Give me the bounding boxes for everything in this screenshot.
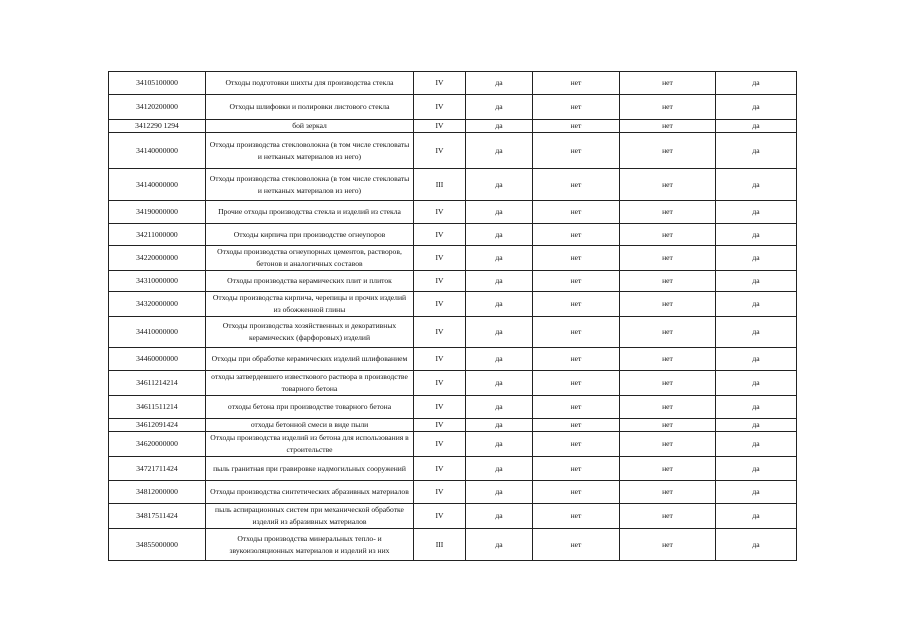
column-a-cell: да (466, 317, 533, 348)
column-d-cell: да (716, 201, 797, 224)
column-c-cell: нет (620, 224, 716, 246)
table-row (109, 271, 797, 292)
column-b-cell: нет (533, 271, 620, 292)
column-a-cell: да (466, 72, 533, 95)
waste-code-cell: 34105100000 (109, 72, 206, 95)
column-c-cell: нет (620, 481, 716, 504)
waste-code-cell: 34620000000 (109, 432, 206, 457)
hazard-class-cell: IV (414, 432, 466, 457)
column-c-cell: нет (620, 317, 716, 348)
waste-name-cell: Отходы шлифовки и полировки листового стекла (206, 95, 414, 120)
table-row (109, 317, 797, 348)
column-b-cell: нет (533, 457, 620, 481)
column-c-cell: нет (620, 396, 716, 419)
table-row (109, 457, 797, 481)
column-b-cell: нет (533, 169, 620, 201)
column-c-cell: нет (620, 271, 716, 292)
column-c-cell: нет (620, 371, 716, 396)
column-b-cell: нет (533, 504, 620, 529)
column-a-cell: да (466, 201, 533, 224)
column-d-cell: да (716, 133, 797, 169)
table-row (109, 201, 797, 224)
hazard-class-cell: III (414, 169, 466, 201)
hazard-class-cell: IV (414, 371, 466, 396)
column-c-cell: нет (620, 169, 716, 201)
table-row (109, 133, 797, 169)
waste-name-cell: Отходы производства синтетических абразивных материалов (206, 481, 414, 504)
table-row (109, 224, 797, 246)
table-row (109, 481, 797, 504)
column-a-cell: да (466, 133, 533, 169)
column-a-cell: да (466, 396, 533, 419)
column-b-cell: нет (533, 529, 620, 561)
waste-name-cell: Отходы подготовки шихты для производства стекла (206, 72, 414, 95)
column-c-cell: нет (620, 246, 716, 271)
table-row (109, 72, 797, 95)
waste-name-cell: Отходы производства минеральных тепло- и звукоизоляционных материалов и изделий из них (206, 529, 414, 561)
waste-name-cell: Прочие отходы производства стекла и изделий из стекла (206, 201, 414, 224)
column-d-cell: да (716, 529, 797, 561)
hazard-class-cell: IV (414, 292, 466, 317)
column-d-cell: да (716, 481, 797, 504)
column-a-cell: да (466, 419, 533, 432)
column-d-cell: да (716, 169, 797, 201)
waste-code-cell: 34721711424 (109, 457, 206, 481)
waste-name-cell: отходы бетонной смеси в виде пыли (206, 419, 414, 432)
column-c-cell: нет (620, 201, 716, 224)
waste-name-cell: пыль аспирационных систем при механической обработке изделий из абразивных материалов (206, 504, 414, 529)
table-row (109, 432, 797, 457)
column-b-cell: нет (533, 396, 620, 419)
table-row (109, 169, 797, 201)
column-b-cell: нет (533, 432, 620, 457)
column-c-cell: нет (620, 432, 716, 457)
table-row (109, 396, 797, 419)
hazard-class-cell: IV (414, 246, 466, 271)
waste-code-cell: 34140000000 (109, 133, 206, 169)
column-d-cell: да (716, 457, 797, 481)
column-d-cell: да (716, 292, 797, 317)
waste-code-cell: 34220000000 (109, 246, 206, 271)
waste-name-cell: отходы бетона при производстве товарного бетона (206, 396, 414, 419)
hazard-class-cell: IV (414, 348, 466, 371)
hazard-class-cell: III (414, 529, 466, 561)
table-row (109, 419, 797, 432)
waste-code-cell: 34410000000 (109, 317, 206, 348)
waste-name-cell: бой зеркал (206, 120, 414, 133)
table-row (109, 95, 797, 120)
column-c-cell: нет (620, 120, 716, 133)
table-body (109, 72, 797, 561)
column-a-cell: да (466, 224, 533, 246)
waste-code-cell: 34320000000 (109, 292, 206, 317)
column-a-cell: да (466, 457, 533, 481)
column-c-cell: нет (620, 348, 716, 371)
column-d-cell: да (716, 271, 797, 292)
waste-name-cell: Отходы при обработке керамических изделий шлифованием (206, 348, 414, 371)
waste-code-cell: 34612091424 (109, 419, 206, 432)
column-c-cell: нет (620, 419, 716, 432)
column-d-cell: да (716, 224, 797, 246)
waste-code-cell: 3412290 1294 (109, 120, 206, 133)
column-a-cell: да (466, 504, 533, 529)
column-c-cell: нет (620, 95, 716, 120)
column-a-cell: да (466, 481, 533, 504)
waste-code-cell: 34460000000 (109, 348, 206, 371)
hazard-class-cell: IV (414, 504, 466, 529)
waste-code-cell: 34211000000 (109, 224, 206, 246)
waste-code-cell: 34611511214 (109, 396, 206, 419)
table-row (109, 371, 797, 396)
hazard-class-cell: IV (414, 224, 466, 246)
column-d-cell: да (716, 72, 797, 95)
column-c-cell: нет (620, 457, 716, 481)
waste-name-cell: отходы затвердевшего известкового раствора в производстве товарного бетона (206, 371, 414, 396)
column-d-cell: да (716, 419, 797, 432)
column-d-cell: да (716, 348, 797, 371)
waste-name-cell: Отходы производства керамических плит и плиток (206, 271, 414, 292)
column-b-cell: нет (533, 224, 620, 246)
column-a-cell: да (466, 95, 533, 120)
waste-code-cell: 34812000000 (109, 481, 206, 504)
column-d-cell: да (716, 396, 797, 419)
column-a-cell: да (466, 120, 533, 133)
table-row (109, 120, 797, 133)
waste-code-cell: 34817511424 (109, 504, 206, 529)
table-row (109, 529, 797, 561)
column-b-cell: нет (533, 419, 620, 432)
hazard-class-cell: IV (414, 120, 466, 133)
table-row (109, 504, 797, 529)
column-a-cell: да (466, 169, 533, 201)
column-b-cell: нет (533, 120, 620, 133)
hazard-class-cell: IV (414, 133, 466, 169)
hazard-class-cell: IV (414, 95, 466, 120)
column-a-cell: да (466, 529, 533, 561)
column-a-cell: да (466, 246, 533, 271)
waste-name-cell: пыль гранитная при гравировке надмогильных сооружений (206, 457, 414, 481)
column-a-cell: да (466, 292, 533, 317)
column-b-cell: нет (533, 95, 620, 120)
waste-name-cell: Отходы производства изделий из бетона для использования в строительстве (206, 432, 414, 457)
column-a-cell: да (466, 271, 533, 292)
waste-code-cell: 34120200000 (109, 95, 206, 120)
column-d-cell: да (716, 120, 797, 133)
column-d-cell: да (716, 246, 797, 271)
hazard-class-cell: IV (414, 72, 466, 95)
column-a-cell: да (466, 371, 533, 396)
waste-code-cell: 34190000000 (109, 201, 206, 224)
hazard-class-cell: IV (414, 457, 466, 481)
column-a-cell: да (466, 348, 533, 371)
column-d-cell: да (716, 317, 797, 348)
column-b-cell: нет (533, 72, 620, 95)
column-d-cell: да (716, 504, 797, 529)
column-d-cell: да (716, 432, 797, 457)
column-b-cell: нет (533, 317, 620, 348)
column-a-cell: да (466, 432, 533, 457)
hazard-class-cell: IV (414, 317, 466, 348)
waste-code-cell: 34855000000 (109, 529, 206, 561)
hazard-class-cell: IV (414, 271, 466, 292)
waste-name-cell: Отходы производства стекловолокна (в том числе стекловаты и нетканых материалов из него) (206, 133, 414, 169)
column-b-cell: нет (533, 201, 620, 224)
hazard-class-cell: IV (414, 481, 466, 504)
column-b-cell: нет (533, 348, 620, 371)
table-row (109, 348, 797, 371)
waste-code-cell: 34611214214 (109, 371, 206, 396)
waste-code-cell: 34140000000 (109, 169, 206, 201)
waste-name-cell: Отходы производства хозяйственных и декоративных керамических (фарфоровых) изделий (206, 317, 414, 348)
column-c-cell: нет (620, 133, 716, 169)
waste-name-cell: Отходы производства стекловолокна (в том числе стекловаты и нетканых материалов из него) (206, 169, 414, 201)
waste-classification-table (108, 71, 797, 561)
waste-name-cell: Отходы производства огнеупорных цементов, растворов, бетонов и аналогичных составов (206, 246, 414, 271)
hazard-class-cell: IV (414, 419, 466, 432)
column-c-cell: нет (620, 504, 716, 529)
column-b-cell: нет (533, 133, 620, 169)
table-row (109, 292, 797, 317)
column-d-cell: да (716, 95, 797, 120)
column-c-cell: нет (620, 72, 716, 95)
column-c-cell: нет (620, 292, 716, 317)
waste-code-cell: 34310000000 (109, 271, 206, 292)
column-c-cell: нет (620, 529, 716, 561)
waste-name-cell: Отходы производства кирпича, черепицы и прочих изделий из обожженной глины (206, 292, 414, 317)
column-b-cell: нет (533, 292, 620, 317)
waste-name-cell: Отходы кирпича при производстве огнеупоров (206, 224, 414, 246)
hazard-class-cell: IV (414, 201, 466, 224)
table-row (109, 246, 797, 271)
column-b-cell: нет (533, 371, 620, 396)
column-b-cell: нет (533, 481, 620, 504)
hazard-class-cell: IV (414, 396, 466, 419)
column-d-cell: да (716, 371, 797, 396)
column-b-cell: нет (533, 246, 620, 271)
